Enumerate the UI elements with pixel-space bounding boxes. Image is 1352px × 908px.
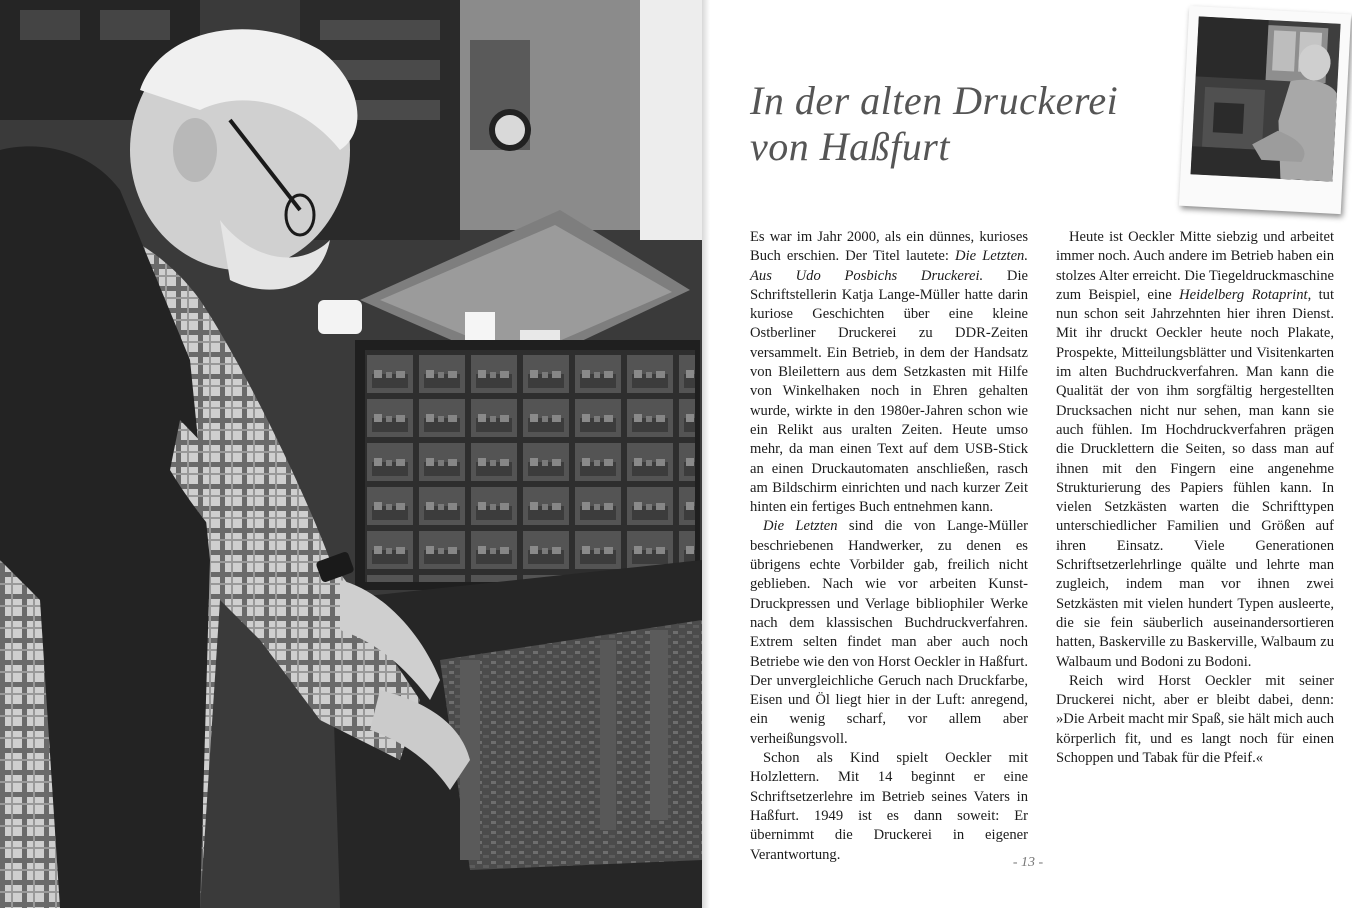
page-gutter <box>702 0 710 908</box>
book-title-italic: Die Letzten. Aus Udo Posbichs Druckerei. <box>750 248 1028 284</box>
paragraph <box>1056 672 1334 768</box>
polaroid-image <box>1191 16 1341 181</box>
text-column-left <box>750 228 1028 865</box>
paragraph-text: Reich wird Horst Oeckler mit seiner Druckerei nicht, aber er bleibt dabei, denn: »Die Arbeit macht mir Spaß, sie hält mich auch körperlich fit, und es langt noch für einen Schoppen und Tabak für die Pfeif.« <box>1056 672 1334 767</box>
paragraph <box>750 517 1028 749</box>
paragraph-text: Die Schriftstellerin Katja Lange-Müller hatte darin kuriose Geschichten über eine kleine Ostberliner Druckerei zu DDR-Zeiten versammelt. Ein Betrieb, in dem der Handsatz von Bleilettern aus dem Setzkasten mit Hilfe von Winkelhaken noch in Ehren gehalten wurde, wirkte in den 1980er-Jahren schon wie ein Relikt aus uralten Zeiten. Heute umso mehr, da man einen Text auf dem USB-Stick an einen Druckautomaten anschließen, rasch am Bildschirm einrichten und nach kurzer Zeit hinten ein fertiges Buch entnehmen kann. <box>750 267 1028 516</box>
polaroid-photo <box>1179 6 1351 214</box>
paragraph <box>750 228 1028 517</box>
paragraph-text: , tut nun schon seit Jahrzehnten hier ihren Dienst. Mit ihr druckt Oeckler heute noch Plakate, Prospekte, Mitteilungsblätter und Visitenkarten im alten Buchdruckverfahren. Man kann die Qualität der von ihm sorgfältig hergestellten Drucksachen nicht nur sehen, man kann sie auch fühlen. Im Hochdruckverfahren prägen die Drucklettern die Seiten, so dass man auf ihnen mit den Fingern eine angenehme Strukturierung des Papiers fühlen kann. In vielen Setzkästen warten die Schrifttypen unterschiedlicher Familien und Größen auf ihren Einsatz. Viele Generationen Schriftsetzerlehrlinge quälte und lehrte man zugleich, indem man vor ihnen zwei Setzkästen mit vielen hundert Typen ausleerte, die sie fein säuberlich auseinandersortieren hatten, Baskerville zu Baskerville, Walbaum zu Walbaum und Bodoni zu Bodoni. <box>1056 286 1335 670</box>
text-column-right <box>1056 228 1334 865</box>
page-number: - 13 - <box>1012 855 1044 870</box>
paragraph-text: Heute ist Oeckler Mitte siebzig und arbeitet immer noch. Auch andere im Betrieb haben ein stolzes Alter erreicht. Die Tiegeldruckmaschine zum Beispiel, eine <box>1056 229 1334 303</box>
article-title <box>750 78 1170 170</box>
paragraph-text: Es war im Jahr 2000, als ein dünnes, kurioses Buch erschien. Der Titel lautete: <box>750 229 1028 265</box>
paragraph-text: Schon als Kind spielt Oeckler mit Holzlettern. Mit 14 beginnt er eine Schriftsetzerlehre im Betrieb seines Vaters in Haßfurt. 1949 ist es dann soweit: Er übernimmt die Druckerei in eigener Verantwortung. <box>750 750 1028 863</box>
title-line-2: von Haßfurt <box>750 124 950 169</box>
right-page <box>710 0 1352 908</box>
article-columns <box>750 228 1334 865</box>
book-title-italic: Die Letzten <box>763 518 838 535</box>
paragraph <box>750 749 1028 865</box>
paragraph <box>1056 228 1334 672</box>
paragraph-text: sind die von Lange-Müller beschriebenen Handwerker, zu denen es übrigens echte Vorbilder gab, freilich nicht geblieben. Nach wie vor arbeiten Kunst-Druckpressen und Verlage bibliophiler Werke nach dem klassischen Buchdruckverfahren. Extrem selten findet man aber auch noch Betriebe wie den von Horst Oeckler in Haßfurt. Der unvergleichliche Geruch nach Druckfarbe, Eisen und Öl liegt hier in der Luft: anregend, ein wenig scharf, vor allem aber verheißungsvoll. <box>750 518 1029 747</box>
machine-name-italic: Heidelberg Rotaprint <box>1179 286 1308 303</box>
title-line-1: In der alten Druckerei <box>750 78 1119 123</box>
